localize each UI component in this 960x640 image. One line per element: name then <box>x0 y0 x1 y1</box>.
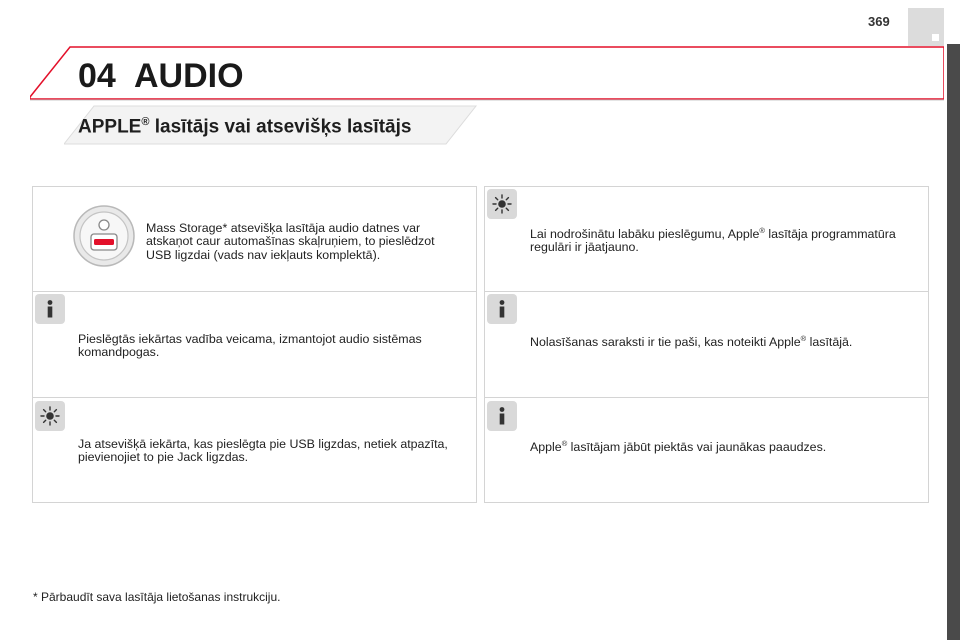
info-note-right-2-sup: ® <box>561 438 568 448</box>
tip-note-right-before: Lai nodrošinātu labāku pieslēgumu, Apple <box>530 227 760 241</box>
info-note-right-2-before: Apple <box>530 440 562 454</box>
info-note-right-1-after: lasītājā. <box>806 335 853 349</box>
right-edge-bar <box>947 44 960 640</box>
lightbulb-icon-left <box>35 401 65 431</box>
tip-note-right-after: lasītāja programmatūra regulāri ir jāatjauno. <box>530 227 896 255</box>
left-divider-2 <box>33 397 476 398</box>
lightbulb-icon-right <box>487 189 517 219</box>
section-title <box>78 116 411 138</box>
usb-port-icon <box>72 204 136 268</box>
section-title-sup: ® <box>141 116 150 128</box>
info-note-left-text: Pieslēgtās iekārtas vadība veicama, izmantojot audio sistēmas komandpogas. <box>78 332 422 360</box>
usb-note-text: Mass Storage* atsevišķa lasītāja audio datnes var atskaņot caur automašīnas skaļruņiem, to pieslēdzot USB ligzdai (vads nav iekļauts komplektā). <box>146 221 435 262</box>
info-icon-left <box>35 294 65 324</box>
chapter-number: 04 <box>78 57 116 95</box>
info-note-right-2-text <box>530 438 915 454</box>
page-number: 369 <box>868 14 890 29</box>
footnote: * Pārbaudīt sava lasītāja lietošanas instrukciju. <box>33 590 281 604</box>
page-corner-tab <box>908 8 944 46</box>
section-title-prefix: APPLE <box>78 116 142 138</box>
right-divider-1 <box>485 291 928 292</box>
info-note-right-1-text <box>530 333 915 349</box>
right-divider-2 <box>485 397 928 398</box>
chapter-title: AUDIO <box>134 57 244 95</box>
tip-note-right-text <box>530 225 915 255</box>
info-icon-right-2 <box>487 401 517 431</box>
info-note-right-1-sup: ® <box>800 333 807 343</box>
tip-note-left-text: Ja atsevišķā iekārta, kas pieslēgta pie USB ligzdas, netiek atpazīta, pievienojiet to pie Jack ligzdas. <box>78 437 448 465</box>
tip-note-right-sup: ® <box>759 225 765 235</box>
info-note-right-2-after: lasītājam jābūt piektās vai jaunākas paaudzes. <box>567 440 827 454</box>
left-divider-1 <box>33 291 476 292</box>
section-title-rest: lasītājs vai atsevišķs lasītājs <box>149 116 412 138</box>
info-note-right-1-before: Nolasīšanas saraksti ir tie paši, kas noteikti Apple <box>530 335 801 349</box>
info-icon-right-1 <box>487 294 517 324</box>
